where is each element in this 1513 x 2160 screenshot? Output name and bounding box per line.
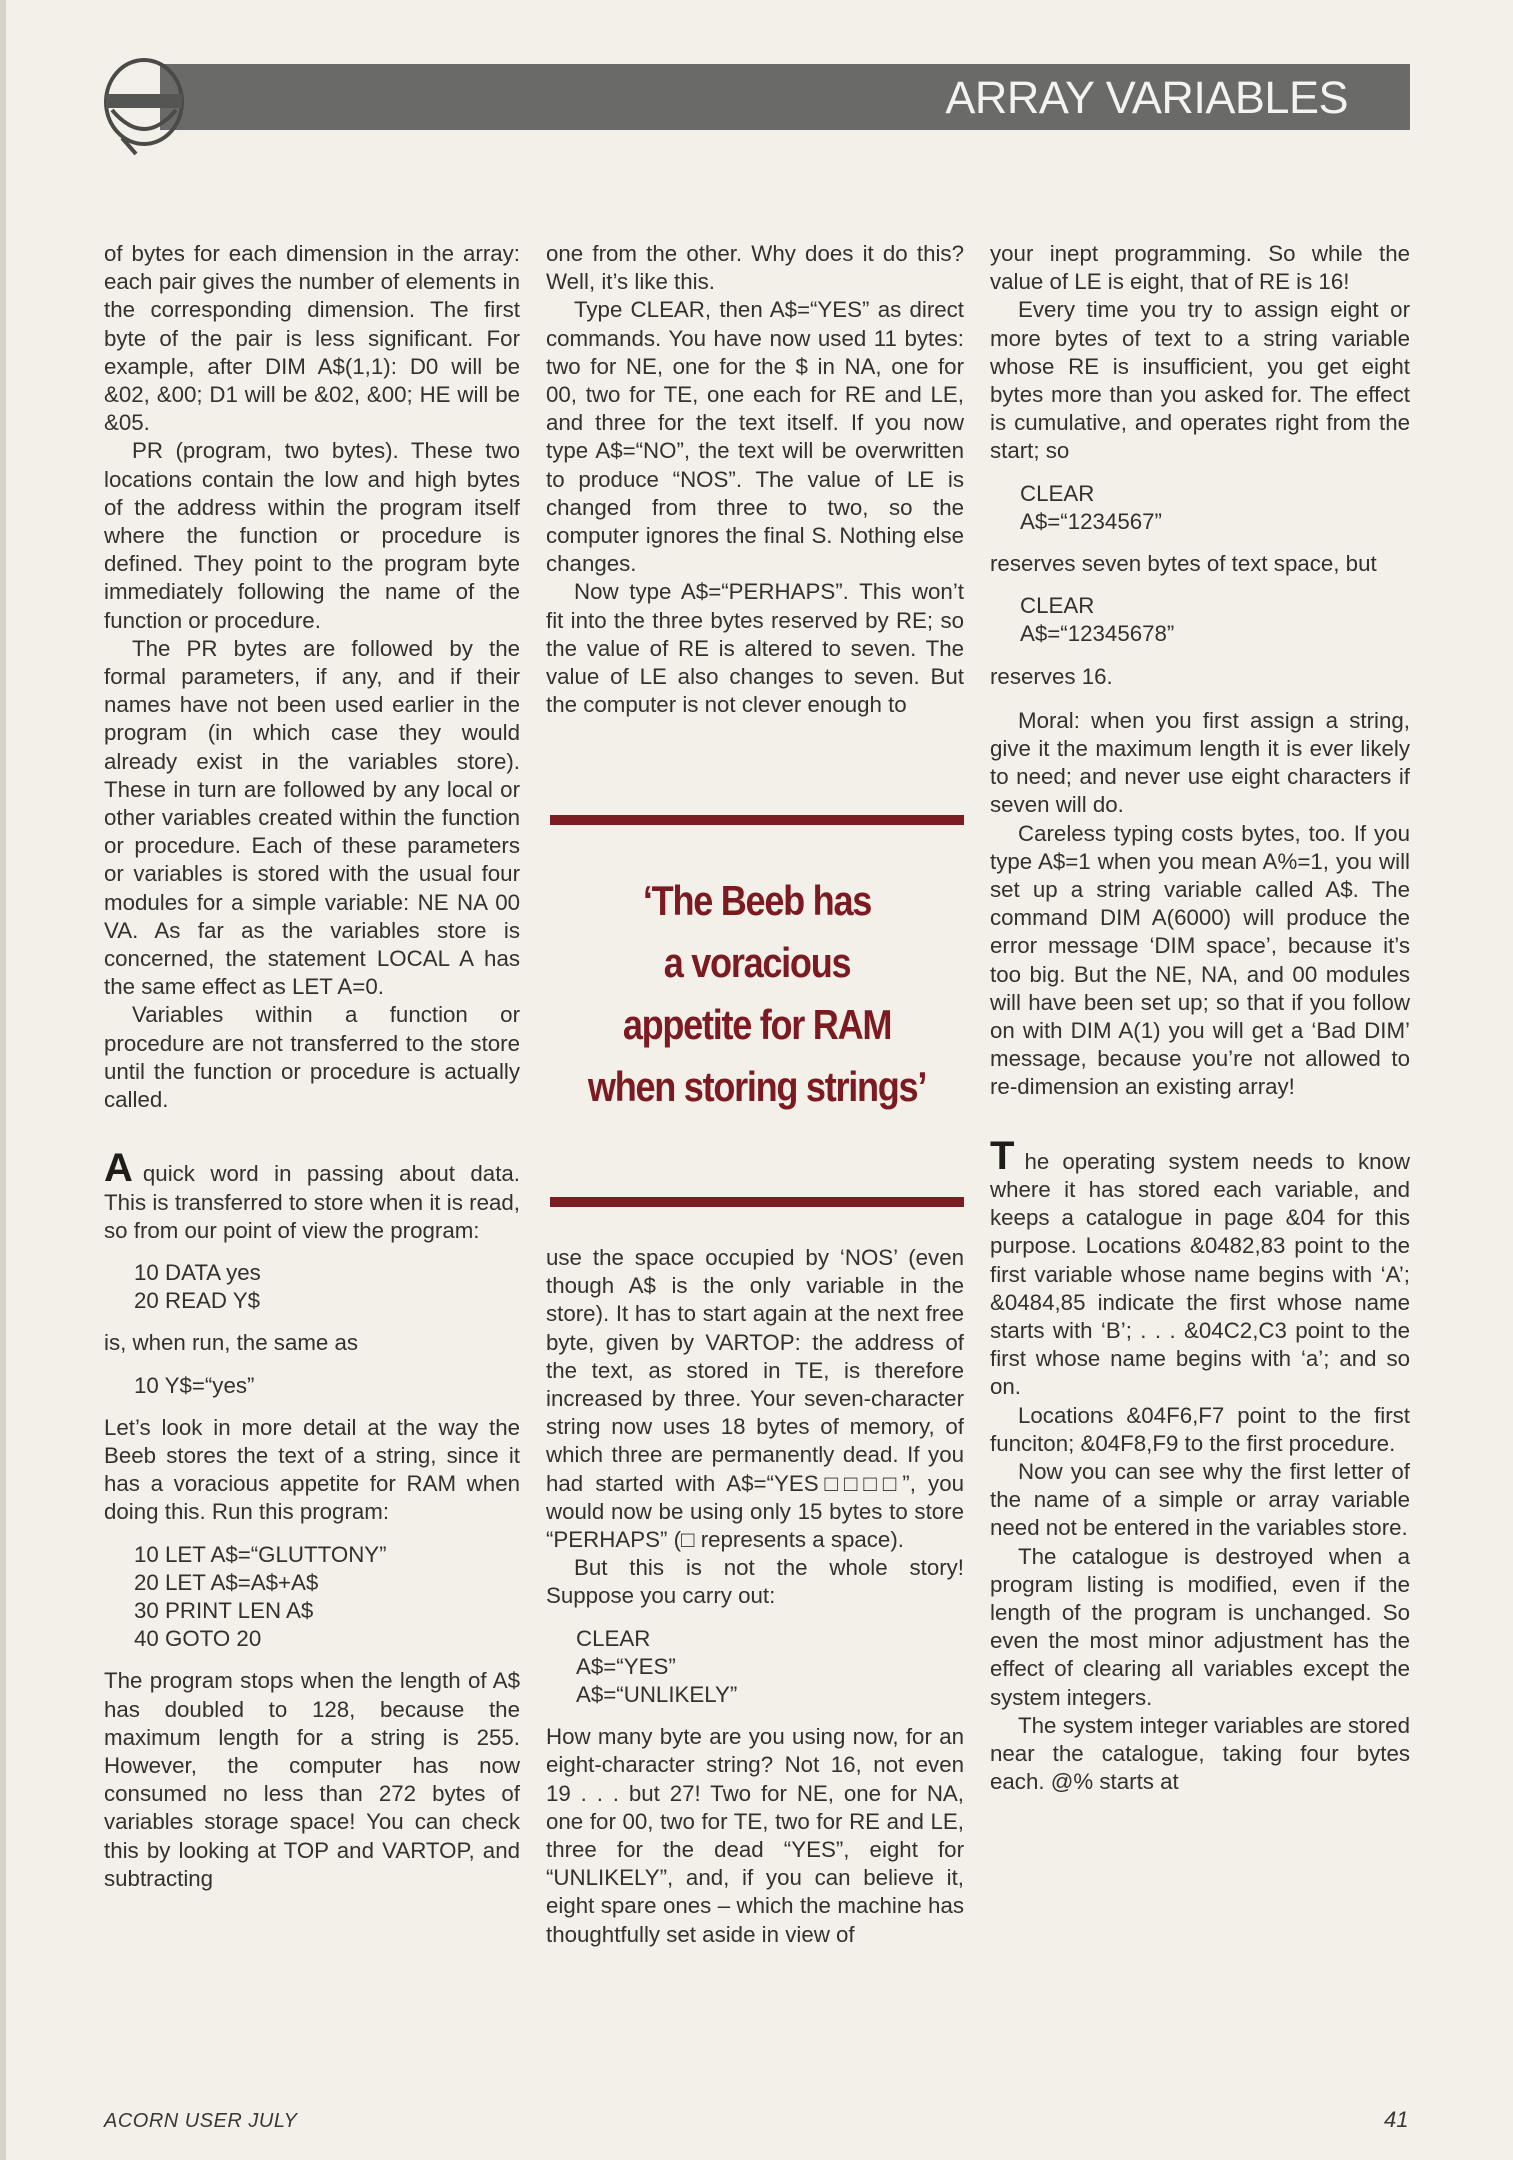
section-header-bar — [160, 64, 1410, 130]
paragraph: Locations &04F6,F7 point to the first funciton; &04F8,F9 to the first procedure. — [990, 1402, 1410, 1456]
acorn-logo-icon — [102, 50, 186, 160]
paragraph: is, when run, the same as — [104, 1330, 359, 1356]
section-title: ARRAY VARIABLES — [945, 72, 1348, 123]
paragraph-with-dropcap — [104, 1146, 520, 1245]
paragraph: The catalogue is destroyed when a program listing is modified, even if the length of the program is unchanged. So even the most minor adjustment has the effect of clearing all variables except the system integers. — [990, 1543, 1410, 1710]
paragraph: Careless typing costs bytes, too. If you type A$=1 when you mean A%=1, you will set up a string variable called A$. The command DIM A(6000) will produce the error message ‘DIM space’, because it’s too big. But the NE, NA, and 00 modules will have been set up; so that if you follow on with DIM A(1) you will get a ‘Bad DIM’ message, because you’re not allowed to re-dimension an existing array! — [990, 820, 1410, 1100]
column-1 — [104, 240, 520, 1893]
spacer — [990, 691, 1410, 707]
pull-quote — [579, 870, 935, 1118]
code-line: 20 READ Y$ — [134, 1288, 261, 1314]
code-line: CLEAR — [1020, 480, 1095, 506]
dropcap: T — [990, 1133, 1015, 1178]
paragraph: The program stops when the length of A$ has doubled to 128, because the maximum length for a string is 255. However, the computer has now consumed no less than 272 bytes of variables storage space! You can check this by looking at TOP and VARTOP, and subtracting — [104, 1668, 520, 1891]
spacer — [104, 1114, 520, 1154]
paragraph-text: quick word in passing about data. This is transferred to store when it is read, so from our point of view the program: — [104, 1161, 520, 1243]
paragraph: Moral: when you first assign a string, give it the maximum length it is ever likely to need; and never use eight characters if seven will do. — [990, 707, 1410, 818]
pull-quote-line: a voracious — [663, 939, 851, 986]
code-line: 40 GOTO 20 — [134, 1626, 262, 1652]
code-line: CLEAR — [576, 1625, 651, 1651]
code-line: 30 PRINT LEN A$ — [134, 1597, 314, 1623]
pull-quote-line: appetite for RAM — [622, 1001, 892, 1048]
code-block — [134, 1372, 520, 1400]
paragraph: reserves 16. — [990, 663, 1113, 689]
paragraph: use the space occupied by ‘NOS’ (even though A$ is the only variable in the store). It has to start again at the next free byte, given by VARTOP: the address of the text, as stored in TE, is therefore increased by three. Your seven-character string now uses 18 bytes of memory, of which three are permanently dead. If you had started with A$=“YES□□□□”, you would now be using only 15 bytes to store “PERHAPS” (□ represents a space). — [546, 1245, 964, 1553]
pull-quote-line: when storing strings’ — [587, 1063, 927, 1110]
code-line: A$=“1234567” — [1020, 508, 1162, 534]
column-2-top — [546, 240, 964, 719]
paragraph: PR (program, two bytes). These two locations contain the low and high bytes of the address within the program itself where the function or procedure is defined. They point to the program byte immediately following the name of the function or procedure. — [104, 438, 520, 633]
page-edge — [0, 0, 6, 2160]
paragraph: one from the other. Why does it do this? Well, it’s like this. — [546, 241, 964, 295]
paragraph: Now you can see why the first letter of the name of a simple or array variable need not be entered in the variables store. — [990, 1458, 1410, 1541]
code-line: 20 LET A$=A$+A$ — [134, 1569, 319, 1595]
page-number: 41 — [1384, 2107, 1409, 2132]
code-block — [134, 1541, 520, 1654]
paragraph: Every time you try to assign eight or more bytes of text to a string variable whose RE is insufficient, you get eight bytes more than you asked for. The effect is cumulative, and operates right from the start; so — [990, 297, 1410, 464]
dropcap: A — [104, 1146, 133, 1191]
paragraph: The system integer variables are stored near the catalogue, taking four bytes each. @% starts at — [990, 1712, 1410, 1795]
paragraph: Now type A$=“PERHAPS”. This won’t fit into the three bytes reserved by RE; so the value of RE is altered to seven. The value of LE also changes to seven. But the computer is not clever enough to — [546, 579, 964, 718]
code-line: 10 LET A$=“GLUTTONY” — [134, 1541, 387, 1567]
code-line: A$=“YES” — [576, 1653, 676, 1679]
paragraph: your inept programming. So while the value of LE is eight, that of RE is 16! — [990, 241, 1410, 295]
publication-footer: ACORN USER JULY — [104, 2110, 298, 2132]
paragraph: How many byte are you using now, for an eight-character string? Not 16, not even 19 . . . but 27! Two for NE, one for NA, one for 00, two for TE, two for RE and LE, three for the dead “YES”, eight for “UNLIKELY”, and, if you can believe it, eight spare ones – which the machine has thoughtfully set aside in view of — [546, 1724, 964, 1947]
paragraph: of bytes for each dimension in the array: each pair gives the number of elements in the corresponding dimension. The first byte of the pair is less significant. For example, after DIM A$(1,1): D0 will be &02, &00; D1 will be &02, &00; HE will be &05. — [104, 241, 520, 436]
pull-quote-rule-top — [550, 815, 964, 825]
pull-quote-line: ‘The Beeb has — [642, 877, 872, 924]
code-line: A$=“12345678” — [1020, 621, 1175, 647]
paragraph-text: he operating system needs to know where it has stored each variable, and keeps a catalogue in page &04 for this purpose. Locations &0482,83 point to the first variable whose name begins with ‘A’; &0484,85 indicate the first whose name starts with ‘B’; . . . &04C2,C3 point to the first whose name begins with ‘a’; and so on. — [990, 1148, 1410, 1400]
column-3 — [990, 240, 1410, 1796]
paragraph: reserves seven bytes of text space, but — [990, 551, 1377, 577]
column-2-bottom — [546, 1244, 964, 1949]
paragraph: But this is not the whole story! Suppose you carry out: — [546, 1555, 964, 1609]
code-block — [1020, 480, 1410, 536]
paragraph-with-dropcap — [990, 1133, 1410, 1402]
code-block — [1020, 592, 1410, 648]
code-block — [134, 1259, 520, 1315]
pull-quote-rule-bottom — [550, 1197, 964, 1207]
code-line: 10 DATA yes — [134, 1259, 261, 1285]
spacer — [990, 1102, 1410, 1142]
code-line: A$=“UNLIKELY” — [576, 1682, 738, 1708]
paragraph: Variables within a function or procedure are not transferred to the store until the function or procedure is actually called. — [104, 1002, 520, 1113]
code-block — [576, 1625, 964, 1710]
paragraph: Let’s look in more detail at the way the Beeb stores the text of a string, since it has a voracious appetite for RAM when doing this. Run this program: — [104, 1414, 520, 1525]
code-line: 10 Y$=“yes” — [134, 1372, 255, 1398]
code-line: CLEAR — [1020, 593, 1095, 619]
paragraph: Type CLEAR, then A$=“YES” as direct commands. You have now used 11 bytes: two for NE, one for the $ in NA, one for 00, two for TE, one each for RE and LE, and three for the text itself. If you now type A$=“NO”, the text will be overwritten to produce “NOS”. The value of LE is changed from three to two, so the computer ignores the final S. Nothing else changes. — [546, 297, 964, 577]
paragraph: The PR bytes are followed by the formal parameters, if any, and if their names have not been used earlier in the program (in which case they would already exist in the variables store). These in turn are followed by any local or other variables created within the function or procedure. Each of these parameters or variables is stored with the usual four modules for a simple variable: NE NA 00 VA. As far as the variables store is concerned, the statement LOCAL A has the same effect as LET A=0. — [104, 635, 520, 1000]
